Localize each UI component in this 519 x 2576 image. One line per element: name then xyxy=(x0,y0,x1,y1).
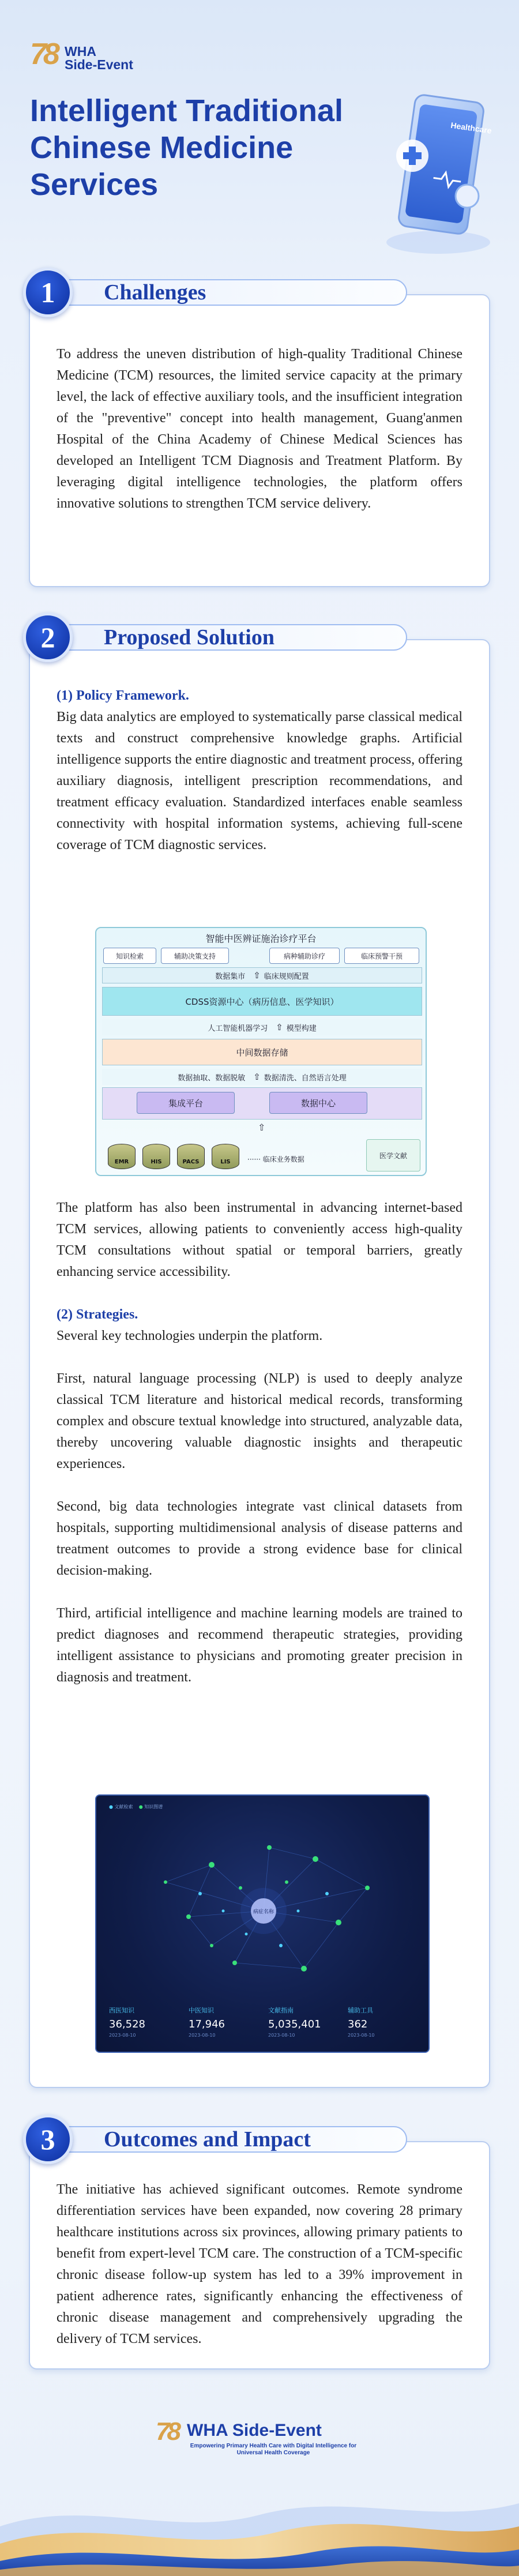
diagram-function-box: 知识检索 xyxy=(103,948,156,964)
solution-continued-block xyxy=(29,1197,490,1688)
platform-text: The platform has also been instrumental in advancing internet-based TCM services, allowing patients to conveniently access high-quality TCM consultations without spatial or temporal barriers, greatly enhancing service accessibility. xyxy=(57,1200,462,1279)
strategies-intro: Several key technologies underpin the platform. xyxy=(57,1328,323,1343)
graph-center-node: 病症名称 xyxy=(253,1909,274,1915)
knowledge-graph-network xyxy=(96,1796,430,2003)
section-title: Proposed Solution xyxy=(104,625,274,649)
wha-logo xyxy=(30,35,151,73)
policy-framework-heading: (1) Policy Framework. xyxy=(57,688,189,703)
phone-screen-label: Healthcare xyxy=(450,120,492,136)
policy-framework-block xyxy=(29,685,490,856)
clinical-data-text: 临床业务数据 xyxy=(262,1155,304,1163)
challenges-text: To address the uneven distribution of high-quality Traditional Chinese Medicine (TCM) resources, the limited service capacity at the primary level, the lack of effective auxiliary tools, and the insufficient integration of the "preventive" concept into health management, Guang'anmen Hospital of the China Academy of Chinese Medical Sciences has developed an Intelligent TCM Diagnosis and Treatment Platform. By leveraging digital intelligence technologies, the platform offers innovative solutions to strengthen TCM service delivery. xyxy=(57,347,462,511)
outcomes-text: The initiative has achieved significant outcomes. Remote syndrome differentiation services have been expanded, now covering 28 primary healthcare institutions across six provinces, allowing primary patients to benefit from expert-level TCM care. The construction of a TCM-specific chronic disease follow-up system has led to a 39% improvement in patient adherence rates, significantly enhancing the effectiveness of chronic disease management and comprehensively upgrading the delivery of TCM services. xyxy=(57,2182,462,2346)
database-emr-icon: EMR xyxy=(108,1144,136,1169)
section-title: Outcomes and Impact xyxy=(104,2127,311,2151)
up-arrow-icon: ⇧ xyxy=(258,1122,266,1133)
legend-literature: 文献检索 xyxy=(114,1804,133,1809)
section-number-badge: 3 xyxy=(23,2115,73,2164)
section-title: Challenges xyxy=(104,280,206,305)
logo-text xyxy=(65,45,133,72)
strategies-heading: (2) Strategies. xyxy=(57,1307,138,1322)
landscape-decoration xyxy=(0,2474,519,2576)
strategy-nlp: First, natural language processing (NLP) is used to deeply analyze classical TCM literature and historical medical records, transforming complex and obscure textual knowledge into structured, analyzable data, thereby uncovering valuable diagnostic insights and therapeutic experiences. xyxy=(57,1371,462,1471)
stat-value: 36,528 xyxy=(109,2018,145,2030)
stat-tcm-knowledge xyxy=(189,2006,225,2038)
diagram-extract-label: 数据抽取、数据脱敏 xyxy=(178,1073,246,1083)
diagram-literature-box: 医学文献 xyxy=(366,1139,420,1171)
stat-label: 辅助工具 xyxy=(348,2007,373,2014)
legend-graph: 知识图谱 xyxy=(144,1804,163,1809)
strategy-ai-ml: Third, artificial intelligence and machine learning models are trained to predict diagnoses and recommend therapeutic strategies, providing intelligent assistance to physicians and promoting greater precision in diagnosis and treatment. xyxy=(57,1606,462,1685)
stat-date: 2023-08-10 xyxy=(348,2033,375,2038)
up-arrow-icon: ⇧ xyxy=(253,1072,261,1082)
section-number-badge: 2 xyxy=(23,613,73,662)
database-his-icon: HIS xyxy=(142,1144,170,1169)
footer-title: WHA Side-Event xyxy=(187,2421,322,2440)
up-arrow-icon: ⇧ xyxy=(253,970,261,981)
strategy-big-data: Second, big data technologies integrate vast clinical datasets from hospitals, supporting multidimensional analysis of disease patterns and treatment outcomes to provide a strong evidence base for clinical decision-making. xyxy=(57,1499,462,1578)
stat-date: 2023-08-10 xyxy=(268,2033,295,2038)
footer-subtitle: Empowering Primary Health Care with Digital Intelligence for Universal Health Coverage xyxy=(190,2443,357,2456)
database-lis-icon: LIS xyxy=(212,1144,239,1169)
policy-framework-text: Big data analytics are employed to systematically parse classical medical texts and construct comprehensive knowledge graphs. Artificial intelligence supports the entire diagnostic and treatment process, offering auxiliary diagnosis, intelligent prescription recommendations, and treatment efficacy evaluation. Standardized interfaces enable seamless connectivity with hospital information systems, achieving full-scene coverage of TCM diagnostic services. xyxy=(57,709,463,853)
stat-date: 2023-08-10 xyxy=(189,2033,216,2038)
database-pacs-icon: PACS xyxy=(177,1144,205,1169)
diagram-function-box: 辅助决策支持 xyxy=(161,948,229,964)
diagram-ml-row xyxy=(102,1019,422,1035)
diagram-clinical-data-label: ······ 临床业务数据 xyxy=(247,1155,304,1163)
solution-heading xyxy=(23,621,450,654)
footer-logo-mark: 78 xyxy=(156,2417,178,2446)
section-number-badge: 1 xyxy=(23,268,73,317)
diagram-function-box: 临床预警干预 xyxy=(344,948,419,964)
diagram-model-label: 模型构建 xyxy=(286,1024,317,1033)
stat-value: 5,035,401 xyxy=(268,2018,321,2030)
diagram-integration-platform: 集成平台 xyxy=(137,1092,235,1114)
stat-label: 中医知识 xyxy=(189,2007,214,2014)
smartphone-healthcare-illustration xyxy=(381,87,496,260)
diagram-title: 智能中医辨证施治诊疗平台 xyxy=(205,933,317,944)
stat-label: 西医知识 xyxy=(109,2007,134,2014)
outcomes-heading xyxy=(23,2123,450,2156)
diagram-extract-row xyxy=(102,1069,422,1085)
diagram-storage-band: 中间数据存储 xyxy=(102,1039,422,1065)
stat-label: 文献指南 xyxy=(268,2007,294,2014)
logo-mark: 78 xyxy=(30,37,57,71)
section-title-bar xyxy=(46,279,407,306)
logo-line-2: Side-Event xyxy=(65,57,133,72)
diagram-function-box: 病种辅助诊疗 xyxy=(269,948,340,964)
diagram-cdss-band: CDSS资源中心（病历信息、医学知识） xyxy=(102,987,422,1016)
stat-western-medicine xyxy=(109,2006,145,2038)
medical-cross-icon xyxy=(396,140,428,172)
platform-architecture-diagram xyxy=(95,927,427,1176)
legend-dot-icon: ● xyxy=(138,1804,143,1809)
stat-value: 17,946 xyxy=(189,2018,225,2030)
diagram-ml-label: 人工智能机器学习 xyxy=(208,1024,268,1033)
knowledge-graph-dashboard xyxy=(95,1794,430,2053)
diagram-data-mart-row xyxy=(102,967,422,983)
diagram-data-mart: 数据集市 xyxy=(215,972,246,981)
logo-line-1: WHA xyxy=(65,44,96,59)
challenges-heading xyxy=(23,276,450,309)
diagram-clean-label: 数据清洗、自然语言处理 xyxy=(264,1073,347,1083)
page-title: Intelligent Traditional Chinese Medicine Services xyxy=(30,93,344,202)
footer-logo xyxy=(156,2417,363,2464)
up-arrow-icon: ⇧ xyxy=(276,1022,283,1032)
legend-dot-icon: ● xyxy=(109,1804,113,1809)
stat-value: 362 xyxy=(348,2018,368,2030)
diagram-data-center: 数据中心 xyxy=(269,1092,367,1114)
stat-literature-guides xyxy=(268,2006,321,2038)
stat-date: 2023-08-10 xyxy=(109,2033,136,2038)
stat-auxiliary-tools xyxy=(348,2006,375,2038)
diagram-rules-config: 临床规则配置 xyxy=(264,972,309,981)
